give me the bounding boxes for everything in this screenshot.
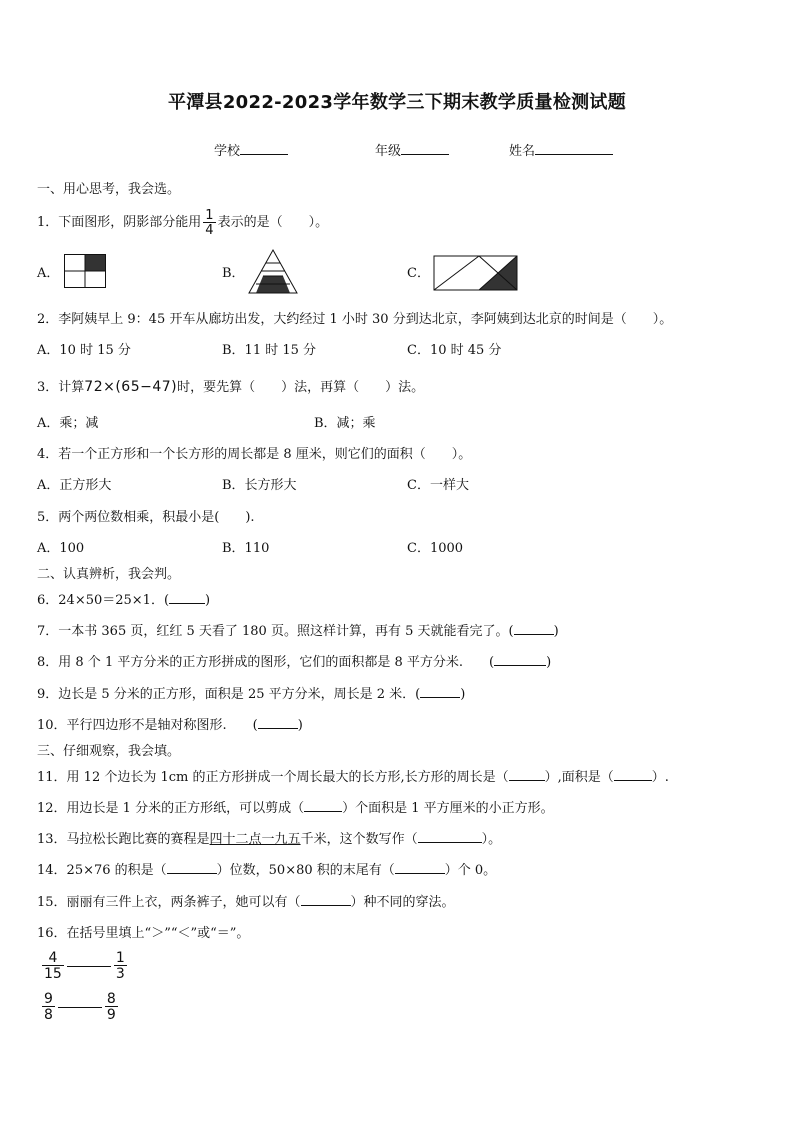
name-label: 姓名 xyxy=(509,144,536,159)
answer-blank[interactable] xyxy=(509,769,545,781)
fraction xyxy=(114,951,127,981)
option-c[interactable]: C． xyxy=(407,266,430,281)
answer-blank[interactable] xyxy=(420,686,460,698)
option-c[interactable]: C．1000 xyxy=(407,541,464,556)
option-b[interactable]: B． xyxy=(222,266,245,281)
math-expression: 72×(65−47) xyxy=(84,379,178,395)
question-text: ) xyxy=(546,655,552,670)
question-15 xyxy=(37,894,455,912)
question-text: 7．一本书 365 页，红红 5 天看了 180 页。照这样计算，再有 5 天就能看完了。( xyxy=(37,624,514,639)
numerator: 8 xyxy=(106,991,116,1007)
option-c[interactable]: C．一样大 xyxy=(407,478,469,493)
denominator: 8 xyxy=(44,1007,53,1023)
question-13 xyxy=(37,831,501,849)
denominator: 15 xyxy=(44,966,62,982)
question-text: 9．边长是 5 分米的正方形，面积是 25 平方分米，周长是 2 米．( xyxy=(37,687,421,702)
option-b[interactable]: B．长方形大 xyxy=(222,478,297,493)
answer-blank[interactable] xyxy=(514,623,554,635)
fraction xyxy=(42,992,55,1022)
question-11 xyxy=(37,769,669,787)
option-a[interactable]: A．100 xyxy=(37,541,85,556)
question-text: 6．24×50＝25×1．( xyxy=(37,593,170,608)
question-1 xyxy=(37,206,328,240)
numerator: 4 xyxy=(48,950,58,966)
school-label: 学校 xyxy=(214,144,241,159)
question-text: ) xyxy=(553,624,559,639)
option-a[interactable]: A．正方形大 xyxy=(37,478,112,493)
question-4: 4．若一个正方形和一个长方形的周长都是 8 厘米，则它们的面积（ ）。 xyxy=(37,447,472,462)
question-3 xyxy=(37,378,424,397)
grid-figure xyxy=(64,254,106,288)
option-c[interactable]: C．10 时 45 分 xyxy=(407,343,502,358)
answer-blank[interactable] xyxy=(494,654,546,666)
fraction xyxy=(203,209,215,237)
question-10 xyxy=(37,717,303,735)
question-text: 15．丽丽有三件上衣，两条裤子，她可以有（ xyxy=(37,895,301,910)
fraction xyxy=(105,992,118,1022)
question-8 xyxy=(37,654,551,672)
numerator: 1 xyxy=(115,950,125,966)
answer-blank[interactable] xyxy=(58,1007,102,1008)
answer-blank[interactable] xyxy=(169,592,205,604)
numerator: 1 xyxy=(205,207,214,223)
question-text: 12．用边长是 1 分米的正方形纸，可以剪成（ xyxy=(37,801,305,816)
answer-blank[interactable] xyxy=(67,966,111,967)
grade-blank[interactable] xyxy=(401,142,449,155)
answer-blank[interactable] xyxy=(614,769,652,781)
grade-field xyxy=(375,140,449,159)
question-text: 11．用 12 个边长为 1cm 的正方形拼成一个周长最大的长方形,长方形的周长是（ xyxy=(37,770,509,785)
question-text: 10．平行四边形不是轴对称图形. ( xyxy=(37,718,258,733)
answer-blank[interactable] xyxy=(395,862,445,874)
question-text: 13．马拉松长跑比赛的赛程是 xyxy=(37,832,210,847)
question-2: 2．李阿姨早上 9：45 开车从廊坊出发，大约经过 1 小时 30 分到达北京，李阿姨到达北京的时间是（ ）。 xyxy=(37,312,673,327)
question-5: 5．两个两位数相乘，积最小是( ). xyxy=(37,510,255,525)
underlined-text: 四十二点一九五 xyxy=(209,832,301,847)
answer-blank[interactable] xyxy=(258,717,298,729)
section-heading: 三、仔细观察，我会填。 xyxy=(37,744,181,759)
question-text: 8．用 8 个 1 平方分米的正方形拼成的图形，它们的面积都是 8 平方分米. ( xyxy=(37,655,495,670)
denominator: 9 xyxy=(106,1007,116,1023)
page-title: 平潭县2022-2023学年数学三下期末教学质量检测试题 xyxy=(167,92,627,113)
question-text: ) xyxy=(205,593,211,608)
compare-row xyxy=(40,992,120,1022)
denominator: 3 xyxy=(115,966,125,982)
option-b[interactable]: B．11 时 15 分 xyxy=(222,343,317,358)
question-text: 时，要先算（ ）法，再算（ ）法。 xyxy=(177,380,425,395)
option-a[interactable]: A．乘；减 xyxy=(37,416,99,431)
fraction xyxy=(42,951,64,981)
question-text: 千米，这个数写作（ xyxy=(300,832,418,847)
triangle-figure xyxy=(247,248,299,296)
answer-blank[interactable] xyxy=(304,800,342,812)
option-a[interactable]: A．10 时 15 分 xyxy=(37,343,131,358)
name-field xyxy=(509,140,613,159)
denominator: 4 xyxy=(205,222,214,238)
question-text: ）种不同的穿法。 xyxy=(350,895,455,910)
question-text: ）个面积是 1 平方厘米的小正方形。 xyxy=(342,801,554,816)
question-6 xyxy=(37,592,210,610)
numerator: 9 xyxy=(44,991,53,1007)
rectangle-figure xyxy=(433,254,519,292)
section-heading: 二、认真辨析，我会判。 xyxy=(37,567,181,582)
question-text: ）。 xyxy=(481,832,502,847)
school-field xyxy=(214,140,288,159)
option-b[interactable]: B．减；乘 xyxy=(314,416,376,431)
section-heading: 一、用心思考，我会选。 xyxy=(37,182,181,197)
school-blank[interactable] xyxy=(240,142,288,155)
question-text: ) xyxy=(297,718,303,733)
answer-blank[interactable] xyxy=(418,831,482,843)
question-9 xyxy=(37,686,465,704)
question-12 xyxy=(37,800,554,818)
question-text: 表示的是（ ）。 xyxy=(217,215,329,230)
question-text: ）,面积是（ xyxy=(544,770,614,785)
question-text: ）. xyxy=(651,770,669,785)
question-text: 3．计算 xyxy=(37,380,85,395)
question-text: 1．下面图形，阴影部分能用 xyxy=(37,215,202,230)
question-16: 16．在括号里填上“＞”“＜”或“＝”。 xyxy=(37,926,250,941)
question-14 xyxy=(37,862,496,880)
question-text: ）位数，50×80 积的末尾有（ xyxy=(216,863,395,878)
answer-blank[interactable] xyxy=(167,862,217,874)
question-7 xyxy=(37,623,559,641)
question-text: ）个 0。 xyxy=(444,863,497,878)
name-blank[interactable] xyxy=(535,142,613,155)
question-text: 14．25×76 的积是（ xyxy=(37,863,167,878)
option-a[interactable]: A． xyxy=(37,266,60,281)
question-text: ) xyxy=(460,687,466,702)
grade-label: 年级 xyxy=(375,144,402,159)
compare-row xyxy=(40,951,129,981)
answer-blank[interactable] xyxy=(301,894,351,906)
option-b[interactable]: B．110 xyxy=(222,541,270,556)
